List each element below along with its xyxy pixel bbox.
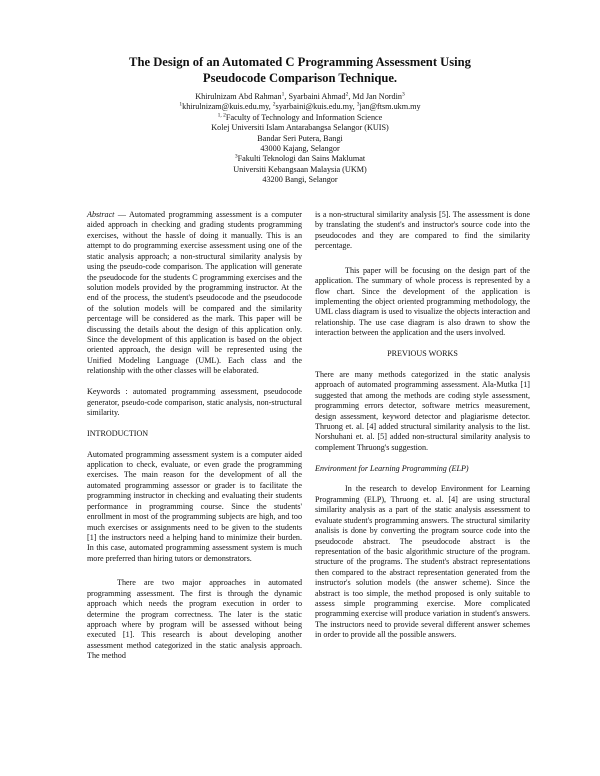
section-heading: PREVIOUS WORKS [387, 349, 458, 359]
affiliation-faculty: $^{1, 2}$Faculty of Technology and Information Science [217, 112, 383, 122]
author-block [60, 92, 540, 186]
paragraph: Automated programming assessment system is a computer aided application to check, evaluate, or even grade the programming exercises. The main reason for the development of all the automated programming assessor or grader is to facilitate the programming instructor in checking and evaluating their students performance in programming course. Since the students' enrollment in most of the programming subjects are high, and too much exercises or assignments need to be given to the students [1] the instructors need a helping hand to minimize their burden. In this case, automated programming assessment system is much more preferred than hiring tutors or demonstrators. [87, 449, 302, 563]
paragraph: is a non-structural similarity analysis [5]. The assessment is done by translating the student's and instructor's source code into the pseudocodes and they are compared to find the similarity percentage. [315, 210, 530, 251]
author-email: khirulnizam@kuis.edu.my, [182, 102, 271, 112]
abstract-text: — Automated programming assessment is a computer aided approach in checking and grading students programming exercises, without the hassle of doing it manually. This is an attempt to do programming exercise assessment using one of the static analysis approach; a non-structural similarity analysis by using the pseudo-code comparison. The application will generate the pseudocode for the students C programming exercises and the solution models provided by the programming instructor. At the end of the process, the student's pseudocode and the pseudocode of the solution models will be compared and the similarity percentage will be considered as the mark. This paper will be discussing the details about the design of this application only. Since the development of this application is based on the object oriented approach, the design will be represented using the Unified Modeling Language (UML). Each class and the relationship with the other classes will be elaborated. [87, 210, 302, 376]
abstract [87, 210, 302, 377]
author-names: Khirulnizam Abd Rahman$^1$, Syarbaini Ahmad$^2$, Md Jan Nordin$^3$ [195, 91, 405, 101]
author-email: syarbaini@kuis.edu.my, [275, 102, 355, 112]
affiliation-college: Kolej Universiti Islam Antarabangsa Selangor (KUIS) [211, 123, 389, 133]
abstract-label: Abstract [87, 210, 115, 219]
paper-title [60, 54, 540, 86]
paragraph: This paper will be focusing on the design part of the application. The summary of whole process is represented by a flow chart. Since the development of the application is implementing the object oriented programming methodology, the UML class diagram is used to visualize the objects interaction and relationship. The use case diagram is also drawn to show the interaction between the application and the users involved. [315, 265, 530, 338]
affiliation-university: Universiti Kebangsaan Malaysia (UKM) [233, 164, 367, 174]
title-line-1: The Design of an Automated C Programming Assessment Using [129, 55, 471, 69]
author-name: Md Jan Nordin [352, 92, 402, 101]
author-name: Syarbaini Ahmad [288, 92, 346, 101]
author-name: Khirulnizam Abd Rahman [195, 92, 282, 101]
author-emails: $^1$khirulnizam@kuis.edu.my, $^2$syarbaini@kuis.edu.my, $^3$jan@ftsm.ukm.my [179, 101, 421, 112]
subsection-heading: Environment for Learning Programming (ELP) [315, 463, 469, 473]
paragraph: There are many methods categorized in the static analysis approach of automated programming assessment. Ala-Mutka [1] suggested that among the methods are coding style assessment, programming errors detector, software metrics measurement, design assessment, keyword detector and plagiarisme detector. Thruong et. al. [4] added structural similarity analysis to the list. Norshuhani et. al. [5] added non-structural similarity analysis to complement Thruong's suggestion. [315, 369, 530, 452]
right-column [315, 210, 530, 641]
paragraph: In the research to develop Environment for Learning Programming (ELP), Thruong et. al. [4] are using structural similarity analysis as a part of the static analysis assessment to evaluate student's programming answers. The structural similarity analisis is done by converting the program source code into the pseudocode abstract. The pseudocode abstract is the representation of the basic algorithmic structure of the program. structure of the programs. The student's abstract representations then compared to the abstract representation generated from the instructor's solution models (the answer scheme). Since the abstract is too simple, the method proposed is only suitable to assess simple programming exercise. More complicated programming exercise will produce variation in student's answers. The instructors need to provide several different answer schemes in order to provide all the possible answers. [315, 484, 530, 640]
affiliation-address: Bandar Seri Putera, Bangi [257, 133, 343, 143]
author-email: jan@ftsm.ukm.my [359, 102, 421, 112]
section-heading: INTRODUCTION [87, 428, 149, 438]
left-column [87, 210, 302, 662]
keywords: Keywords : automated programming assessment, pseudocode generator, pseudo-code comparison, static analysis, non-structural similarity. [87, 387, 302, 417]
affiliation-address: 43000 Kajang, Selangor [260, 144, 340, 154]
title-line-2: Pseudocode Comparison Technique. [202, 71, 398, 85]
paragraph: There are two major approaches in automated programming assessment. The first is through the dynamic approach which needs the program execution in order to determine the program correctness. The later is the static approach where by program will be assessed without being executed [1]. This research is about developing another assessment method categorized in the static analysis approach. The method [87, 578, 302, 661]
affiliation-faculty: $^3$Fakulti Teknologi dan Sains Maklumat [234, 153, 366, 164]
affiliation-address: 43200 Bangi, Selangor [262, 175, 338, 185]
